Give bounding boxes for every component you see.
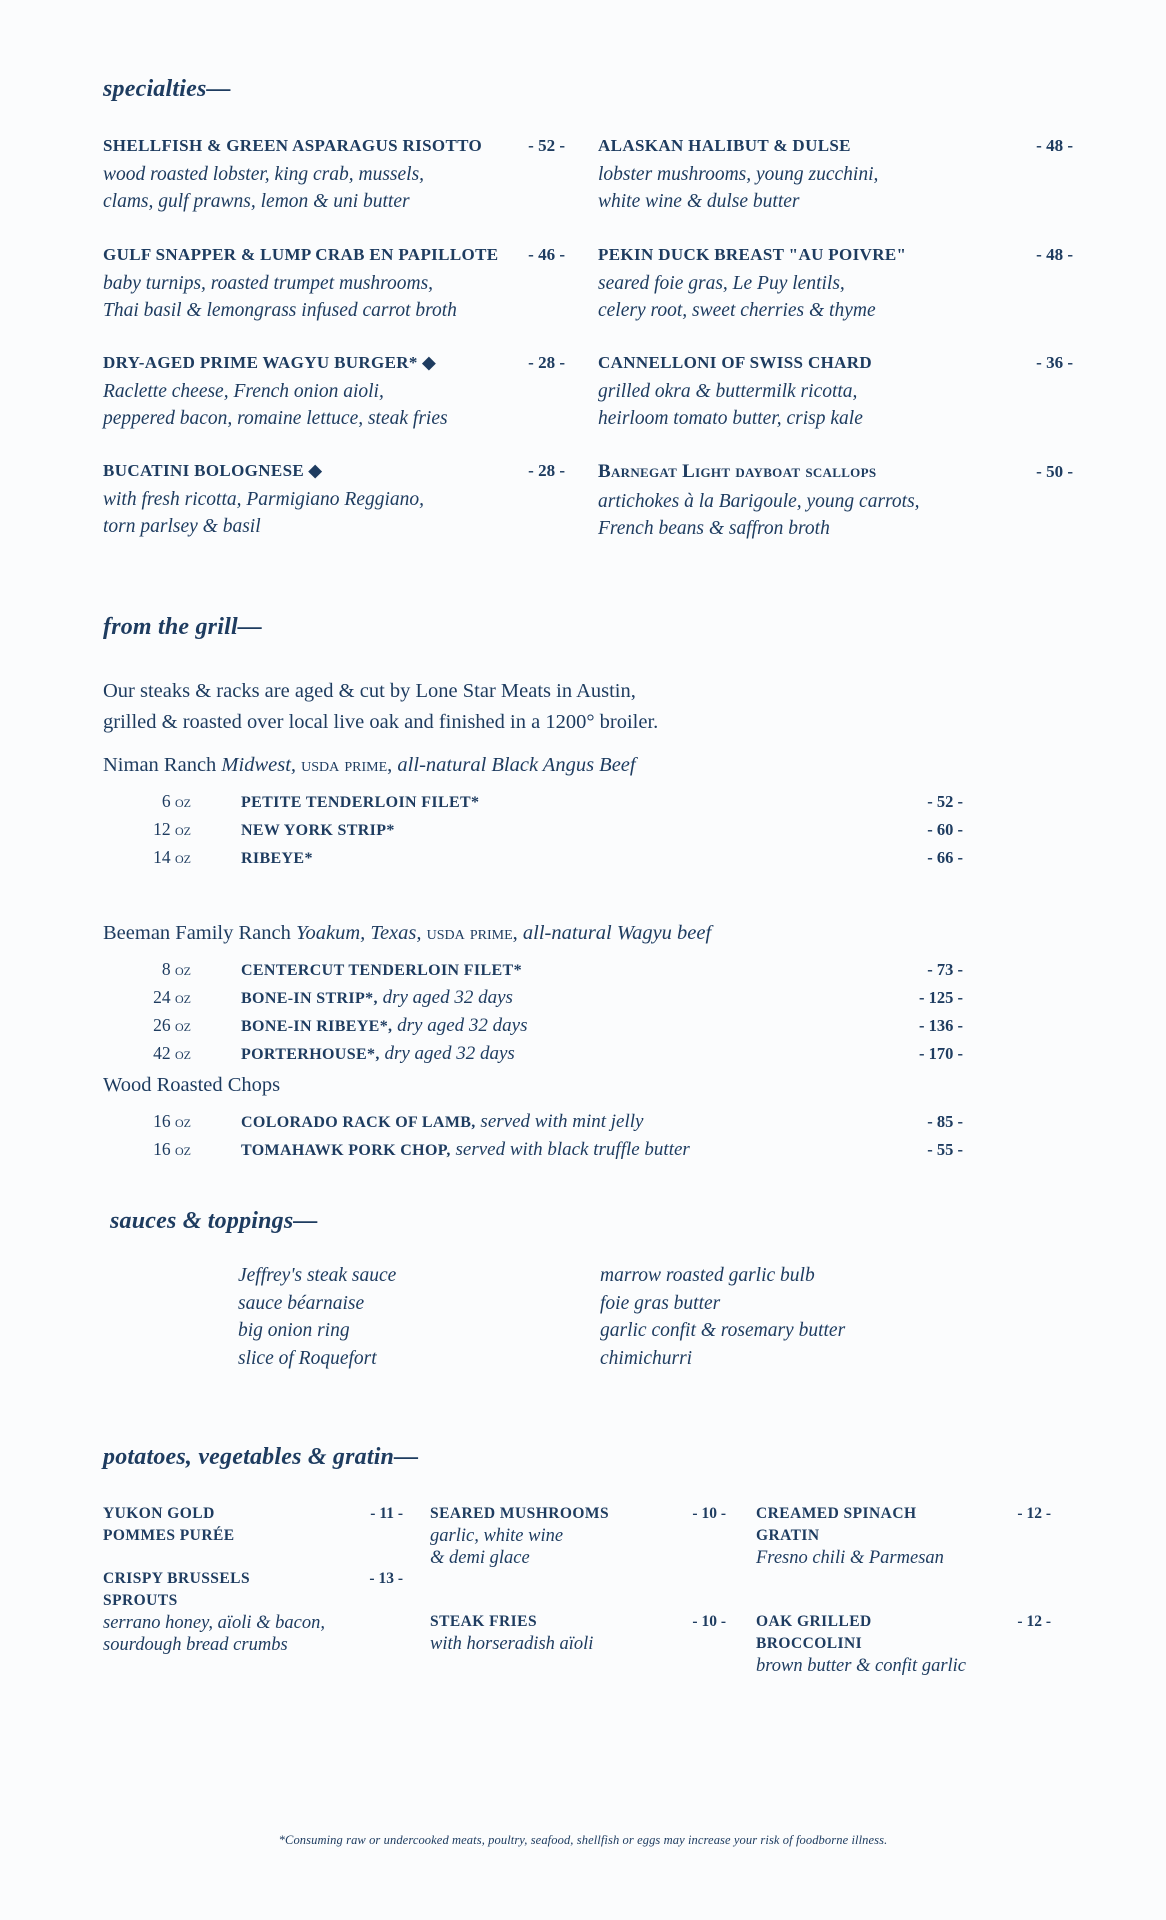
- dish-name-row: [598, 245, 1073, 265]
- steak-note: dry aged 32 days: [379, 1043, 515, 1064]
- dish-price: - 46 -: [528, 245, 565, 264]
- steak-row: [103, 788, 963, 816]
- steak-size: 14 oz: [153, 847, 191, 867]
- dish-description: Raclette cheese, French onion aioli, peppered bacon, romaine lettuce, steak fries: [103, 381, 448, 429]
- dish-price: - 36 -: [1036, 353, 1073, 372]
- side-name-line2: GRATIN: [756, 1527, 820, 1544]
- grill-group-title: Niman Ranch Midwest, usda prime, all-natural Black Angus Beef: [103, 754, 636, 776]
- dish-price: - 50 -: [1036, 462, 1073, 481]
- steak-row: [103, 1108, 963, 1136]
- side-name-line2: POMMES PURÉE: [103, 1527, 235, 1544]
- side-description: Fresno chili & Parmesan: [756, 1548, 944, 1568]
- steak-note: served with mint jelly: [475, 1111, 644, 1132]
- steak-name: COLORADO RACK OF LAMB,: [241, 1114, 476, 1131]
- sauce-item: foie gras butter: [600, 1292, 721, 1314]
- steak-note: dry aged 32 days: [392, 1015, 528, 1036]
- steak-row: [103, 844, 963, 872]
- steak-row: [103, 1136, 963, 1164]
- side-price: - 11 -: [370, 1505, 403, 1522]
- steak-price: - 125 -: [919, 988, 963, 1007]
- dish-name-row: [103, 461, 565, 481]
- sauces-heading: sauces & toppings—: [110, 1208, 318, 1234]
- steak-size: 16 oz: [153, 1111, 191, 1131]
- grill-group-title: Beeman Family Ranch Yoakum, Texas, usda prime, all-natural Wagyu beef: [103, 922, 712, 944]
- grill-group-rows: [103, 1108, 963, 1164]
- grill-heading: from the grill—: [103, 614, 263, 640]
- sauce-item: garlic confit & rosemary butter: [600, 1320, 846, 1341]
- side-price: - 13 -: [369, 1570, 403, 1587]
- menu-item-bucatini: [103, 461, 565, 540]
- dish-price: - 28 -: [528, 461, 565, 480]
- dish-name-row: [103, 136, 565, 156]
- side-description: garlic, white wine: [430, 1526, 564, 1546]
- steak-name: BONE-IN STRIP*,: [241, 990, 378, 1007]
- sides-heading: potatoes, vegetables & gratin—: [103, 1444, 419, 1470]
- dish-description: grilled okra & buttermilk ricotta, heirloom tomato butter, crisp kale: [598, 381, 863, 429]
- menu-item-cannelloni: [598, 353, 1073, 432]
- steak-price: - 60 -: [927, 820, 963, 839]
- side-name: SEARED MUSHROOMS: [430, 1505, 610, 1522]
- side-name: YUKON GOLD: [103, 1505, 215, 1522]
- steak-name: PORTERHOUSE*,: [241, 1046, 380, 1063]
- menu-item-wagyu-burger: [103, 353, 565, 432]
- sauce-item: sauce béarnaise: [238, 1292, 365, 1314]
- dish-description: wood roasted lobster, king crab, mussels, clams, gulf prawns, lemon & uni butter: [103, 164, 425, 212]
- steak-row: [103, 956, 963, 984]
- side-price: - 10 -: [692, 1505, 726, 1522]
- side-item-brussels-sprouts: [103, 1568, 403, 1656]
- side-item-seared-mushrooms: [430, 1503, 726, 1569]
- side-item-steak-fries: [430, 1611, 726, 1655]
- menu-item-shellfish-risotto: [103, 136, 565, 215]
- steak-name: NEW YORK STRIP*: [241, 822, 395, 839]
- dish-name: DRY-AGED PRIME WAGYU BURGER* ◆: [103, 353, 436, 372]
- dish-name-row: [103, 353, 565, 373]
- menu-item-alaskan-halibut: [598, 136, 1073, 215]
- menu-item-pekin-duck: [598, 245, 1073, 324]
- steak-name: BONE-IN RIBEYE*,: [241, 1018, 393, 1035]
- dish-price: - 28 -: [528, 353, 565, 372]
- sauces-column-1: [238, 1262, 396, 1372]
- dish-description: with fresh ricotta, Parmigiano Reggiano, torn parlsey & basil: [103, 489, 425, 537]
- steak-name: CENTERCUT TENDERLOIN FILET*: [241, 962, 522, 979]
- side-description: & demi glace: [430, 1548, 530, 1568]
- grill-group-wood-roasted-chops: [103, 1072, 963, 1164]
- side-price: - 12 -: [1017, 1613, 1051, 1630]
- sauce-item: marrow roasted garlic bulb: [600, 1265, 815, 1286]
- dish-name: PEKIN DUCK BREAST "AU POIVRE": [598, 245, 907, 264]
- steak-row: [103, 1040, 963, 1068]
- steak-note: dry aged 32 days: [377, 987, 513, 1008]
- steak-name: TOMAHAWK PORK CHOP,: [241, 1142, 451, 1159]
- steak-price: - 66 -: [927, 848, 963, 867]
- steak-size: 24 oz: [153, 987, 191, 1007]
- side-item-creamed-spinach: [756, 1503, 1051, 1569]
- sides-column-3: [756, 1503, 1051, 1677]
- steak-price: - 170 -: [919, 1044, 963, 1063]
- dish-description: artichokes à la Barigoule, young carrots, French beans & saffron broth: [598, 491, 920, 539]
- grill-group-niman-ranch: [103, 752, 963, 872]
- steak-size: 16 oz: [153, 1139, 191, 1159]
- steak-row: [103, 816, 963, 844]
- dish-name: Barnegat Light dayboat scallops: [598, 461, 877, 482]
- grill-intro-line: Our steaks & racks are aged & cut by Lone Star Meats in Austin,: [103, 680, 636, 702]
- grill-intro: [103, 676, 658, 738]
- steak-name: PETITE TENDERLOIN FILET*: [241, 794, 480, 811]
- side-name: CREAMED SPINACH: [756, 1505, 917, 1522]
- side-name-line2: SPROUTS: [103, 1592, 178, 1609]
- side-description: brown butter & confit garlic: [756, 1656, 967, 1676]
- side-description: serrano honey, aïoli & bacon,: [103, 1613, 325, 1633]
- steak-size: 12 oz: [153, 819, 191, 839]
- sauce-item: Jeffrey's steak sauce: [238, 1265, 397, 1286]
- steak-price: - 85 -: [927, 1112, 963, 1131]
- steak-size: 26 oz: [153, 1015, 191, 1035]
- dish-description: baby turnips, roasted trumpet mushrooms, Thai basil & lemongrass infused carrot broth: [103, 273, 457, 321]
- dish-name: CANNELLONI OF SWISS CHARD: [598, 353, 873, 372]
- dish-price: - 48 -: [1036, 136, 1073, 155]
- dish-description: lobster mushrooms, young zucchini, white wine & dulse butter: [598, 164, 879, 212]
- side-name-line2: BROCCOLINI: [756, 1635, 863, 1652]
- dish-name-row: [598, 353, 1073, 373]
- sides-column-1: [103, 1503, 403, 1656]
- sauce-item: slice of Roquefort: [238, 1347, 377, 1369]
- steak-price: - 136 -: [919, 1016, 963, 1035]
- dish-name: BUCATINI BOLOGNESE ◆: [103, 461, 323, 480]
- side-price: - 12 -: [1017, 1505, 1051, 1522]
- dish-name-row: [598, 136, 1073, 156]
- grill-intro-line: grilled & roasted over local live oak and finished in a 1200° broiler.: [103, 711, 659, 733]
- steak-name: RIBEYE*: [241, 850, 313, 867]
- dish-price: - 48 -: [1036, 245, 1073, 264]
- sauces-column-2: [600, 1262, 845, 1372]
- side-price: - 10 -: [692, 1613, 726, 1630]
- grill-group-rows: [103, 956, 963, 1068]
- dish-price: - 52 -: [528, 136, 565, 155]
- side-item-pommes-puree: [103, 1503, 403, 1547]
- menu-item-gulf-snapper: [103, 245, 565, 324]
- dish-name: GULF SNAPPER & LUMP CRAB EN PAPILLOTE: [103, 245, 499, 264]
- side-name: STEAK FRIES: [430, 1613, 538, 1630]
- grill-group-beeman-ranch: [103, 920, 963, 1068]
- steak-size: 42 oz: [153, 1043, 191, 1063]
- side-description: with horseradish aïoli: [430, 1634, 594, 1654]
- steak-note: served with black truffle butter: [450, 1139, 690, 1160]
- steak-size: 6 oz: [161, 791, 191, 811]
- steak-size: 8 oz: [161, 959, 191, 979]
- sides-column-2: [430, 1503, 726, 1655]
- grill-group-rows: [103, 788, 963, 872]
- menu-item-dayboat-scallops: [598, 461, 1073, 542]
- dish-name-row: [103, 245, 565, 265]
- sauce-item: chimichurri: [600, 1347, 693, 1369]
- steak-price: - 52 -: [927, 792, 963, 811]
- side-description: sourdough bread crumbs: [103, 1635, 288, 1655]
- dish-name: ALASKAN HALIBUT & DULSE: [598, 136, 851, 155]
- side-name: CRISPY BRUSSELS: [103, 1570, 251, 1587]
- dish-name: SHELLFISH & GREEN ASPARAGUS RISOTTO: [103, 136, 483, 155]
- steak-row: [103, 1012, 963, 1040]
- dish-description: seared foie gras, Le Puy lentils, celery root, sweet cherries & thyme: [598, 273, 876, 321]
- grill-group-title: Wood Roasted Chops: [103, 1074, 281, 1096]
- steak-price: - 55 -: [927, 1140, 963, 1159]
- steak-price: - 73 -: [927, 960, 963, 979]
- footer-disclaimer: *Consuming raw or undercooked meats, poultry, seafood, shellfish or eggs may increase your risk of foodborne illness.: [278, 1833, 888, 1847]
- side-item-grilled-broccolini: [756, 1611, 1051, 1677]
- specialties-heading: specialties—: [103, 76, 231, 102]
- sauce-item: big onion ring: [238, 1320, 350, 1341]
- dish-name-row: [598, 461, 1073, 483]
- steak-row: [103, 984, 963, 1012]
- side-name: OAK GRILLED: [756, 1613, 872, 1630]
